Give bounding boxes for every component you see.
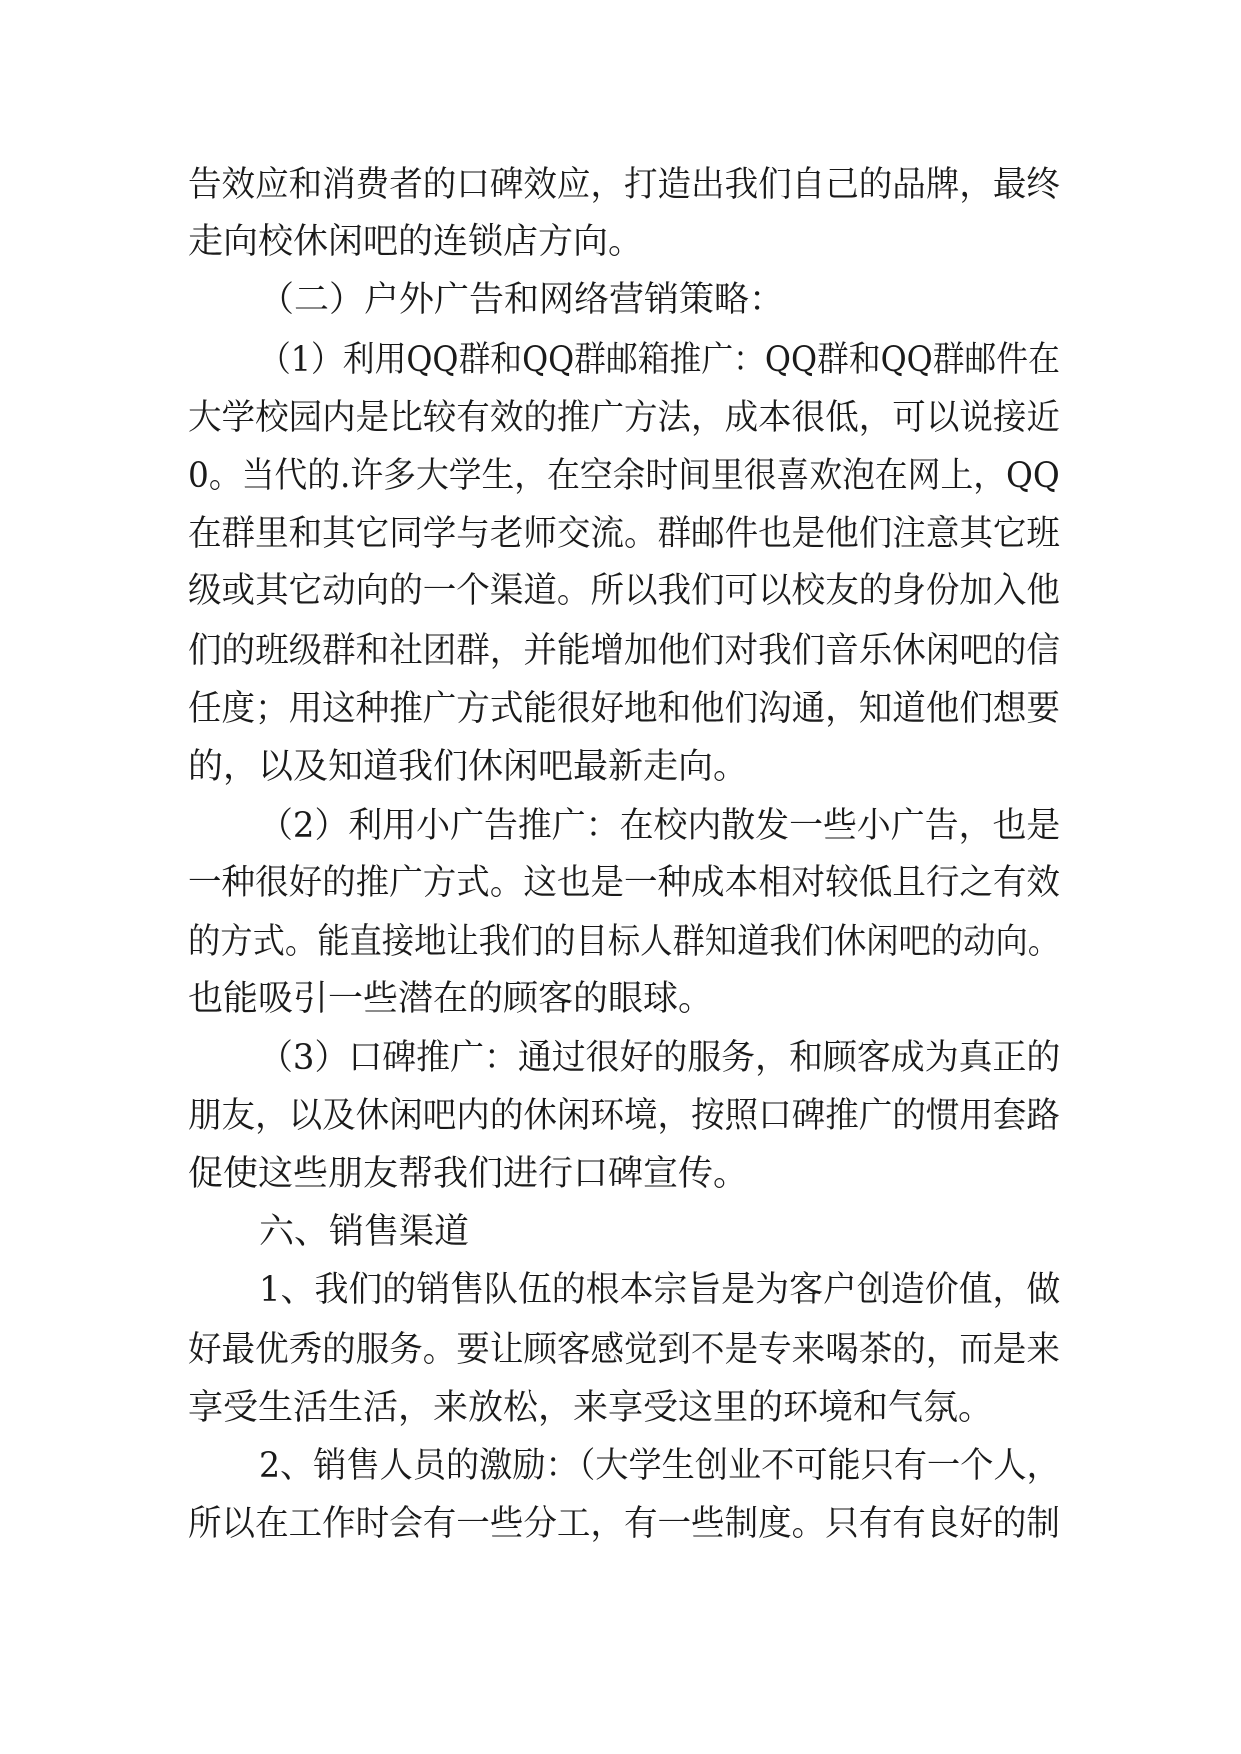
section-heading: （二）户外广告和网络营销策略： <box>259 280 785 320</box>
text-line: 享受生活生活，来放松，来享受这里的环境和气氛。 <box>188 1388 994 1428</box>
text-line: 一种很好的推广方式。这也是一种成本相对较低且行之有效 <box>188 863 1060 903</box>
text-line: 的，以及知道我们休闲吧最新走向。 <box>188 747 749 787</box>
text-line: 们的班级群和社团群，并能增加他们对我们音乐休闲吧的信 <box>188 631 1060 671</box>
text-line: （3）口碑推广：通过很好的服务，和顾客成为真正的 <box>259 1038 1061 1078</box>
text-line: 朋友，以及休闲吧内的休闲环境，按照口碑推广的惯用套路 <box>188 1096 1060 1136</box>
text-line: 2、销售人员的激励：（大学生创业不可能只有一个人， <box>259 1446 1060 1486</box>
text-line: 0。当代的.许多大学生，在空余时间里很喜欢泡在网上，QQ <box>188 456 1060 496</box>
text-line: 级或其它动向的一个渠道。所以我们可以校友的身份加入他 <box>188 571 1060 611</box>
text-line: 大学校园内是比较有效的推广方法，成本很低，可以说接近 <box>188 398 1060 438</box>
text-line: 所以在工作时会有一些分工，有一些制度。只有有良好的制 <box>188 1504 1060 1544</box>
text-line: 走向校休闲吧的连锁店方向。 <box>188 222 644 262</box>
section-heading: 六、销售渠道 <box>259 1212 470 1252</box>
text-line: 在群里和其它同学与老师交流。群邮件也是他们注意其它班 <box>188 514 1060 554</box>
text-line: 促使这些朋友帮我们进行口碑宣传。 <box>188 1154 749 1194</box>
text-line: 也能吸引一些潜在的顾客的眼球。 <box>188 979 714 1019</box>
text-line: 任度；用这种推广方式能很好地和他们沟通，知道他们想要 <box>188 689 1060 729</box>
text-line: 好最优秀的服务。要让顾客感觉到不是专来喝茶的，而是来 <box>188 1330 1060 1370</box>
text-line: 1、我们的销售队伍的根本宗旨是为客户创造价值，做 <box>259 1270 1061 1310</box>
text-line: （1）利用QQ群和QQ群邮箱推广：QQ群和QQ群邮件在 <box>259 340 1060 380</box>
text-line: 的方式。能直接地让我们的目标人群知道我们休闲吧的动向。 <box>188 922 1061 962</box>
text-line: （2）利用小广告推广：在校内散发一些小广告，也是 <box>259 806 1061 846</box>
text-line: 告效应和消费者的口碑效应，打造出我们自己的品牌，最终 <box>188 165 1060 205</box>
